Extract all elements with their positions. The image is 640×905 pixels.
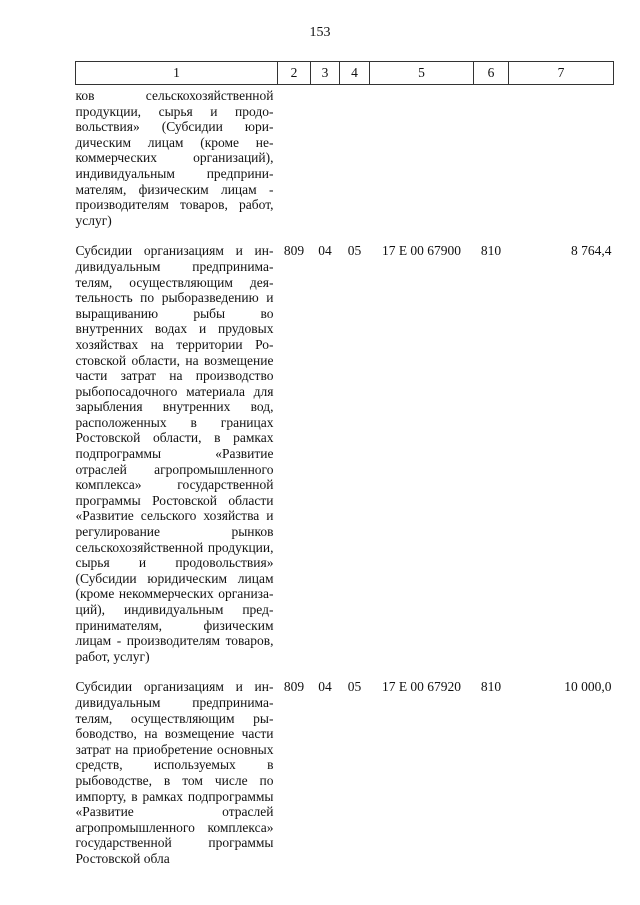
- row-expense-type: [474, 85, 509, 242]
- row-target-article: 17 Е 00 67920: [381, 679, 462, 695]
- row-section-code: 04: [318, 243, 332, 259]
- row-section-code: 04: [318, 679, 332, 695]
- row-amount: 10 000,0: [564, 679, 612, 695]
- header-col-7: 7: [509, 62, 614, 85]
- header-col-6: 6: [474, 62, 509, 85]
- row-target-article: 17 Е 00 67900: [381, 243, 462, 259]
- header-col-3: 3: [311, 62, 340, 85]
- row-description: ков сельскохозяйственной продукции, сырья и продовольствия» (Субсидии юридическим лицам (кроме некоммерческих организаций), индивидуальным предпринимателям, физическим лицам - производителям товаров, работ, услуг): [75, 88, 274, 228]
- row-expense-type: 810: [480, 679, 502, 695]
- budget-table: [75, 61, 614, 880]
- header-col-2: 2: [278, 62, 311, 85]
- row-ministry-code: 809: [283, 243, 305, 259]
- header-col-1: 1: [76, 62, 278, 85]
- header-row: [76, 62, 614, 85]
- header-col-5: 5: [370, 62, 474, 85]
- table-row: [76, 241, 614, 677]
- row-target-article: [370, 85, 474, 242]
- row-subsection-code: 05: [347, 679, 362, 695]
- row-subsection-code: [340, 85, 370, 242]
- row-description: Субсидии организациям и индивидуальным предпринимателям, осуществляющим рыбоводство, на возмещение части затрат на приобретение основных средств, используемых в рыбоводстве, в том числе по импорту, в рамках подпрограммы «Развитие отраслей агропромышленного комплекса» государственной программы Ростовской обла: [75, 679, 274, 866]
- page-number: 153: [309, 25, 331, 40]
- row-amount: [509, 85, 614, 242]
- row-ministry-code: 809: [283, 679, 305, 695]
- row-section-code: [311, 85, 340, 242]
- table-row: [76, 85, 614, 242]
- table-row: [76, 677, 614, 879]
- header-col-4: 4: [340, 62, 370, 85]
- row-description: Субсидии организациям и индивидуальным предпринимателям, осуществляющим деятельность по рыборазведению и выращиванию рыбы во внутренних водах и прудовых хозяйствах на территории Ростовской области, на возмещение части затрат на производство рыбопосадочного материала для зарыбления внутренних вод, расположенных в границах Ростовской области, в рамках подпрограммы «Развитие отраслей агропромышленного комплекса» государственной программы Ростовской области «Развитие сельского хозяйства и регулирование рынков сельскохозяйственной продукции, сырья и продовольствия» (Субсидии юридическим лицам (кроме некоммерческих организаций), индивидуальным предпринимателям, физическим лицам - производителям товаров, работ, услуг): [75, 243, 274, 664]
- row-ministry-code: [278, 85, 311, 242]
- row-subsection-code: 05: [347, 243, 362, 259]
- row-amount: 8 764,4: [571, 243, 612, 259]
- row-expense-type: 810: [480, 243, 502, 259]
